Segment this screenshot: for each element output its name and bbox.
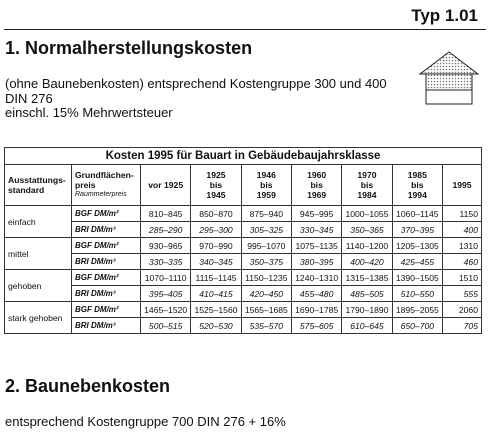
bri-value-cell: 420–450 <box>241 286 291 302</box>
bgf-value-cell: 810–845 <box>141 206 191 222</box>
year-line: bis <box>411 180 424 190</box>
bri-value-cell: 370–395 <box>392 222 442 238</box>
header-area-sub: Raummeterpreis <box>75 191 127 198</box>
bri-value-cell: 400 <box>443 222 482 238</box>
year-line: bis <box>260 180 273 190</box>
bgf-value-cell: 1150–1235 <box>241 270 291 286</box>
bri-value-cell: 650–700 <box>392 318 442 334</box>
bgf-value-cell: 1240–1310 <box>291 270 341 286</box>
table-row <box>5 286 482 302</box>
bri-value-cell: 575–605 <box>291 318 341 334</box>
bri-value-cell: 380–395 <box>291 254 341 270</box>
bri-value-cell: 610–645 <box>342 318 392 334</box>
intro-line: einschl. 15% Mehrwertsteuer <box>5 105 173 120</box>
bgf-value-cell: 1895–2055 <box>392 302 442 318</box>
bri-value-cell: 330–335 <box>141 254 191 270</box>
table-title: Kosten 1995 für Bauart in Gebäudebaujahrsklasse <box>5 148 482 165</box>
bgf-value-cell: 945–995 <box>291 206 341 222</box>
bgf-value-cell: 1060–1145 <box>392 206 442 222</box>
section-2-text: entsprechend Kostengruppe 700 DIN 276 + 16% <box>5 414 286 429</box>
year-line: bis <box>310 180 323 190</box>
bri-value-cell: 395–405 <box>141 286 191 302</box>
year-line: 1945 <box>206 190 226 200</box>
bgf-value-cell: 1790–1890 <box>342 302 392 318</box>
bri-value-cell: 485–505 <box>342 286 392 302</box>
section-1-title: 1. Normalherstellungskosten <box>5 38 253 58</box>
table-row <box>5 302 482 318</box>
bri-value-cell: 455–480 <box>291 286 341 302</box>
bri-label: BRI DM/m³ <box>72 286 141 302</box>
bri-value-cell: 350–365 <box>342 222 392 238</box>
standard-cell: stark gehoben <box>5 302 72 334</box>
bri-value-cell: 425–455 <box>392 254 442 270</box>
header-year <box>241 165 291 206</box>
bri-value-cell: 705 <box>443 318 482 334</box>
header-year <box>443 165 482 206</box>
bgf-value-cell: 1310 <box>443 238 482 254</box>
table-header-row <box>5 165 482 206</box>
bri-value-cell: 500–515 <box>141 318 191 334</box>
year-line: vor 1925 <box>148 180 184 190</box>
table-row <box>5 254 482 270</box>
bri-value-cell: 555 <box>443 286 482 302</box>
bri-value-cell: 535–570 <box>241 318 291 334</box>
bri-value-cell: 295–300 <box>191 222 241 238</box>
standard-cell: mittel <box>5 238 72 270</box>
bgf-value-cell: 1070–1110 <box>141 270 191 286</box>
bri-label: BRI DM/m³ <box>72 318 141 334</box>
header-year <box>191 165 241 206</box>
header-year <box>291 165 341 206</box>
table-row <box>5 270 482 286</box>
bgf-value-cell: 850–870 <box>191 206 241 222</box>
bri-value-cell: 520–530 <box>191 318 241 334</box>
bgf-value-cell: 1140–1200 <box>342 238 392 254</box>
bri-value-cell: 410–415 <box>191 286 241 302</box>
bgf-value-cell: 1205–1305 <box>392 238 442 254</box>
bgf-value-cell: 1315–1385 <box>342 270 392 286</box>
bgf-label: BGF DM/m² <box>72 270 141 286</box>
bri-value-cell: 305–325 <box>241 222 291 238</box>
bri-label: BRI DM/m³ <box>72 254 141 270</box>
section-1-intro <box>5 77 387 121</box>
bgf-value-cell: 1150 <box>443 206 482 222</box>
table-row <box>5 222 482 238</box>
table-row <box>5 318 482 334</box>
bgf-value-cell: 875–940 <box>241 206 291 222</box>
bgf-value-cell: 1525–1560 <box>191 302 241 318</box>
bgf-value-cell: 1465–1520 <box>141 302 191 318</box>
standard-cell: gehoben <box>5 270 72 302</box>
bri-value-cell: 330–345 <box>291 222 341 238</box>
year-line: bis <box>209 180 223 190</box>
header-area-price <box>72 165 141 206</box>
bgf-value-cell: 1690–1785 <box>291 302 341 318</box>
section-2-title: 2. Baunebenkosten <box>5 376 171 396</box>
cost-table <box>4 147 482 334</box>
year-line: bis <box>360 180 374 190</box>
bgf-value-cell: 970–990 <box>191 238 241 254</box>
header-year <box>141 165 191 206</box>
bri-value-cell: 400–420 <box>342 254 392 270</box>
intro-line: DIN 276 <box>5 90 53 106</box>
header-year <box>342 165 392 206</box>
year-line: 1970 <box>357 170 377 180</box>
year-line: 1959 <box>256 190 276 200</box>
year-line: 1946 <box>256 170 276 180</box>
year-line: 1969 <box>307 190 327 200</box>
year-line: 1995 <box>452 180 472 190</box>
header-standard: Ausstattungs-standard <box>5 165 72 206</box>
table-row <box>5 238 482 254</box>
year-line: 1960 <box>307 170 327 180</box>
house-icon <box>418 50 480 106</box>
bri-value-cell: 460 <box>443 254 482 270</box>
bri-value-cell: 285–290 <box>141 222 191 238</box>
year-line: 1925 <box>206 170 226 180</box>
bgf-label: BGF DM/m² <box>72 238 141 254</box>
year-line: 1985 <box>407 170 427 180</box>
type-code: Typ 1.01 <box>411 6 478 25</box>
bgf-value-cell: 2060 <box>443 302 482 318</box>
bgf-value-cell: 1510 <box>443 270 482 286</box>
bgf-value-cell: 1115–1145 <box>191 270 241 286</box>
bgf-label: BGF DM/m² <box>72 206 141 222</box>
bri-value-cell: 350–375 <box>241 254 291 270</box>
bgf-value-cell: 1075–1135 <box>291 238 341 254</box>
standard-cell: einfach <box>5 206 72 238</box>
year-line: 1984 <box>357 190 377 200</box>
bgf-value-cell: 1000–1055 <box>342 206 392 222</box>
header-year <box>392 165 442 206</box>
bgf-value-cell: 930–965 <box>141 238 191 254</box>
year-line: 1994 <box>407 190 427 200</box>
bri-value-cell: 340–345 <box>191 254 241 270</box>
table-row <box>5 206 482 222</box>
bgf-value-cell: 995–1070 <box>241 238 291 254</box>
bri-label: BRI DM/m³ <box>72 222 141 238</box>
header-area-label: Grundflächen-preis <box>75 170 134 190</box>
top-divider <box>4 29 486 30</box>
bgf-value-cell: 1565–1685 <box>241 302 291 318</box>
intro-line: (ohne Baunebenkosten) entsprechend Kostengruppe 300 und 400 <box>5 76 387 91</box>
bri-value-cell: 510–550 <box>392 286 442 302</box>
bgf-label: BGF DM/m² <box>72 302 141 318</box>
bgf-value-cell: 1390–1505 <box>392 270 442 286</box>
